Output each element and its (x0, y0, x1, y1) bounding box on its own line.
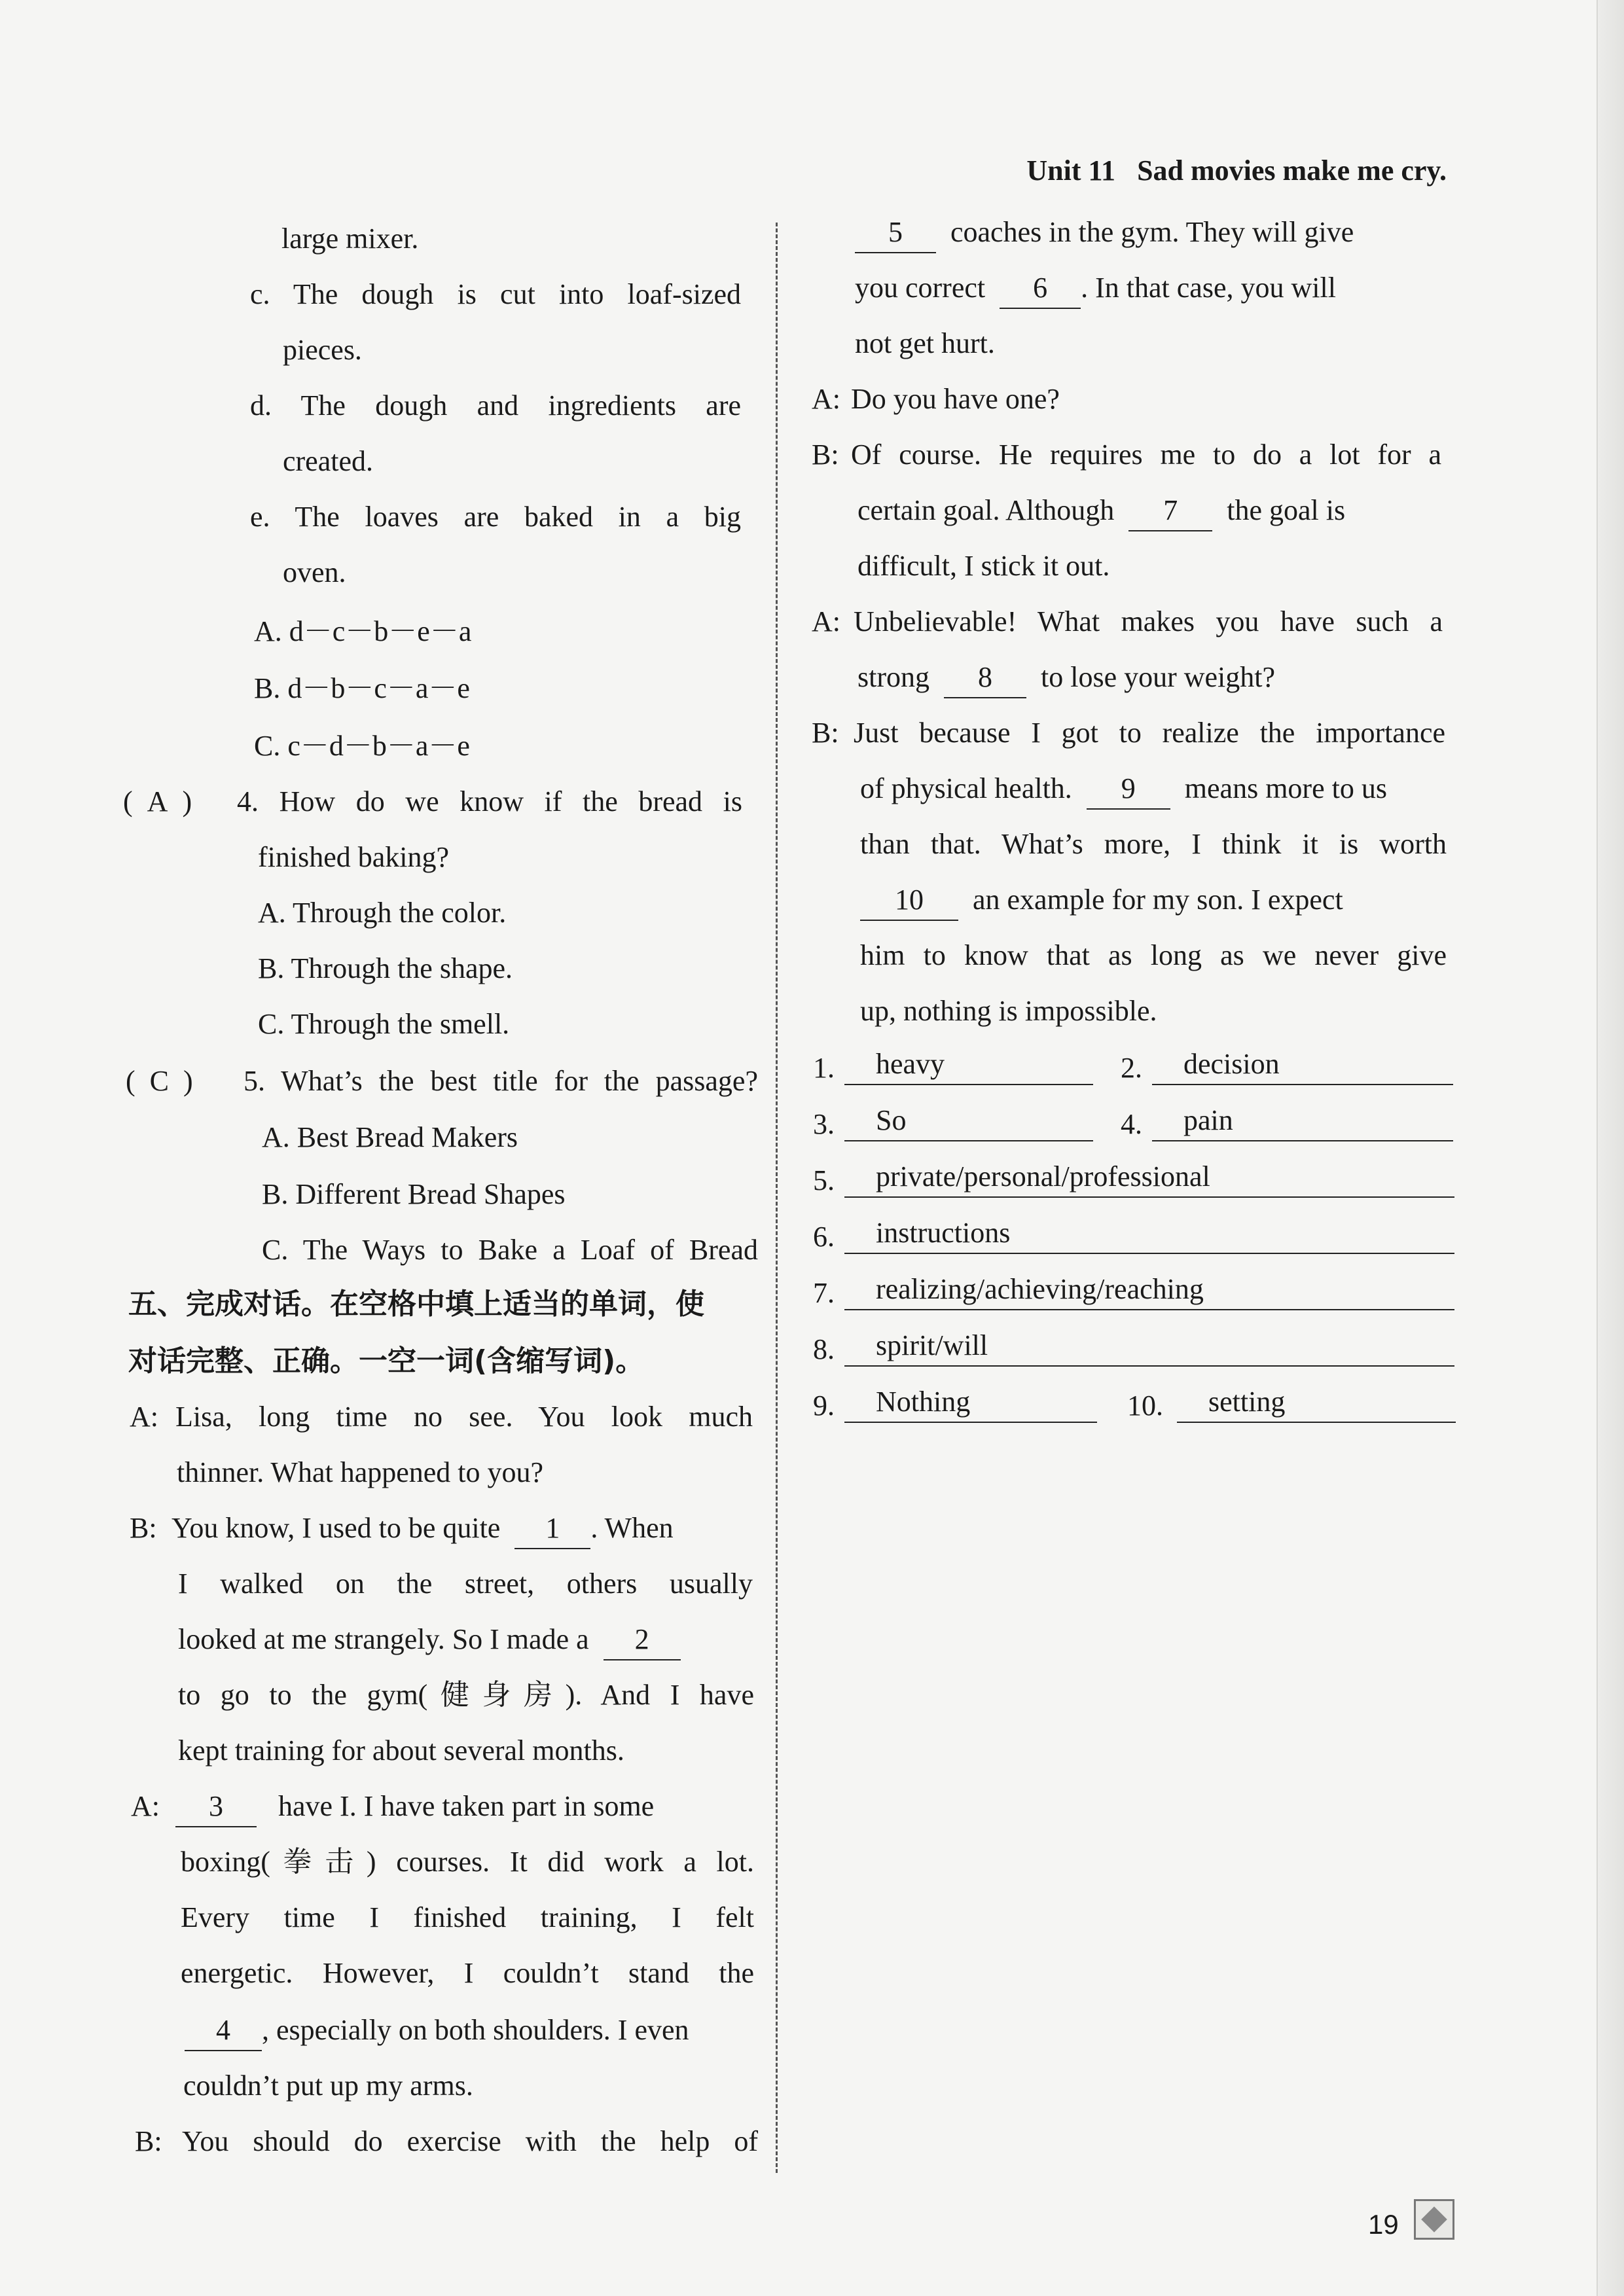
q5-option-b: B. Different Bread Shapes (262, 1178, 566, 1210)
answer-num: 7. (813, 1277, 835, 1309)
speaker-label: A: (130, 1401, 158, 1433)
dialogue-line (185, 2011, 689, 2050)
dialogue-line: Every time I finished training, I felt (181, 1901, 754, 1933)
blank-1: 1 (514, 1509, 590, 1549)
blank-7: 7 (1128, 491, 1212, 531)
dialogue-text: certain goal. Although (857, 494, 1115, 526)
blank-10: 10 (860, 880, 958, 921)
q3-option-c: C. c－d－b－a－e (254, 730, 470, 762)
blank-3: 3 (175, 1787, 257, 1827)
text-line: finished baking? (258, 841, 450, 873)
speaker-label: B: (135, 2125, 162, 2157)
answer-line: private/personal/professional (844, 1160, 1454, 1198)
answer-num: 2. (1121, 1052, 1142, 1084)
dialogue-text: the goal is (1227, 494, 1346, 526)
q3-option-b: B. d－b－c－a－e (254, 672, 470, 704)
option-d-item: d. The dough and ingredients are (250, 389, 741, 422)
option-c-item: c. The dough is cut into loaf-sized (250, 278, 741, 310)
diamond-icon (1421, 2206, 1447, 2233)
answer-num: 5. (813, 1164, 835, 1196)
dialogue-text: of physical health. (860, 772, 1072, 804)
q4-option-a: A. Through the color. (258, 897, 507, 929)
speaker-label: B: (812, 439, 839, 471)
dialogue-line (857, 658, 1275, 697)
dialogue-text: strong (857, 661, 929, 693)
answer-num: 10. (1127, 1390, 1163, 1422)
blank-5: 5 (855, 213, 936, 253)
running-header (988, 154, 1447, 187)
answer-num: 6. (813, 1221, 835, 1253)
answer-line: setting (1177, 1385, 1456, 1423)
dialogue-text: means more to us (1184, 772, 1387, 804)
dialogue-line (857, 491, 1345, 530)
dialogue-line: up, nothing is impossible. (860, 995, 1157, 1027)
column-divider (776, 223, 778, 2173)
q3-option-a: A. d－c－b－e－a (254, 615, 472, 647)
unit-number: Unit 11 (1026, 154, 1116, 187)
dialogue-line: not get hurt. (855, 327, 995, 359)
speaker-label: A: (812, 605, 840, 637)
dialogue-line (175, 1787, 754, 1826)
dialogue-line (860, 880, 1343, 920)
dialogue-text: an example for my son. I expect (973, 884, 1343, 916)
dialogue-line: couldn’t put up my arms. (183, 2070, 473, 2102)
dialogue-line: energetic. However, I couldn’t stand the (181, 1957, 754, 1989)
dialogue-line: You should do exercise with the help of (182, 2125, 758, 2157)
q4-bracket-close: ) (182, 785, 192, 817)
q4-option-b: B. Through the shape. (258, 952, 513, 984)
answer-line: decision (1152, 1047, 1453, 1085)
section-five-title-cont: 对话完整、正确。一空一词(含缩写词)。 (128, 1344, 645, 1378)
q4-option-c: C. Through the smell. (258, 1008, 510, 1040)
dialogue-line: him to know that as long as we never give (860, 939, 1447, 971)
q5-answer-bracket (126, 1062, 193, 1101)
answer-num: 3. (813, 1108, 835, 1140)
speaker-label: B: (130, 1512, 157, 1544)
answer-line: pain (1152, 1103, 1453, 1141)
dialogue-text: You know, I used to be quite (171, 1512, 501, 1544)
q5-bracket-open: ( (126, 1065, 135, 1097)
dialogue-text: , especially on both shoulders. I even (262, 2014, 689, 2046)
dialogue-text: to lose your weight? (1041, 661, 1276, 693)
dialogue-line (860, 769, 1387, 808)
dialogue-text: . In that case, you will (1081, 272, 1336, 304)
dialogue-line: difficult, I stick it out. (857, 550, 1110, 582)
dialogue-line: Just because I got to realize the importance (854, 717, 1445, 749)
speaker-label: A: (131, 1790, 160, 1822)
text-line: large mixer. (281, 223, 419, 255)
answer-line: spirit/will (844, 1329, 1454, 1367)
dialogue-line: Lisa, long time no see. You look much (175, 1401, 753, 1433)
answer-num: 4. (1121, 1108, 1142, 1140)
dialogue-line (855, 268, 1336, 308)
option-e-item: e. The loaves are baked in a big (250, 501, 741, 533)
dialogue-line: I walked on the street, others usually (178, 1568, 753, 1600)
q5-option-a: A. Best Bread Makers (262, 1121, 518, 1153)
dialogue-text: coaches in the gym. They will give (950, 216, 1354, 248)
speaker-label: A: (812, 383, 840, 415)
dialogue-line: than that. What’s more, I think it is worth (860, 828, 1447, 860)
dialogue-line: to go to the gym(健身房). And I have (178, 1679, 754, 1711)
dialogue-text: have I. I have taken part in some (278, 1790, 655, 1822)
dialogue-line (855, 213, 1437, 252)
q4-stem: 4. How do we know if the bread is (237, 785, 742, 817)
blank-4: 4 (185, 2011, 262, 2051)
q5-option-c: C. The Ways to Bake a Loaf of Bread (262, 1234, 758, 1266)
answer-num: 8. (813, 1333, 835, 1365)
answer-line: heavy (844, 1047, 1093, 1085)
q4-answer-bracket (123, 782, 192, 821)
answer-num: 1. (813, 1052, 835, 1084)
page-corner-mark (1414, 2199, 1454, 2240)
text-line: created. (283, 445, 373, 477)
answer-line: realizing/achieving/reaching (844, 1272, 1454, 1310)
q5-stem: 5. What’s the best title for the passage? (244, 1065, 758, 1097)
answer-line: So (844, 1103, 1093, 1141)
unit-title: Sad movies make me cry. (1137, 154, 1447, 187)
speaker-label: B: (812, 717, 839, 749)
q5-answer: C (149, 1065, 170, 1097)
blank-6: 6 (1000, 268, 1081, 309)
dialogue-line: boxing(拳击) courses. It did work a lot. (181, 1846, 754, 1878)
dialogue-text: looked at me strangely. So I made a (178, 1623, 589, 1655)
page-number: 19 (1368, 2209, 1399, 2240)
answer-line: instructions (844, 1216, 1454, 1254)
dialogue-text: you correct (855, 272, 986, 304)
answer-num: 9. (813, 1390, 835, 1422)
page-edge (1597, 0, 1624, 2296)
dialogue-line: Unbelievable! What makes you have such a (854, 605, 1443, 637)
blank-8: 8 (944, 658, 1026, 698)
answer-line: Nothing (844, 1385, 1097, 1423)
text-line: oven. (283, 556, 346, 588)
dialogue-line: Do you have one? (851, 383, 1060, 415)
q4-answer: A (147, 785, 168, 817)
dialogue-line: kept training for about several months. (178, 1734, 624, 1767)
dialogue-line (178, 1620, 681, 1659)
dialogue-text: . When (590, 1512, 674, 1544)
q4-bracket-open: ( (123, 785, 133, 817)
section-five-title: 五、完成对话。在空格中填上适当的单词，使 (128, 1287, 704, 1321)
text-line: pieces. (283, 334, 362, 366)
dialogue-line: thinner. What happened to you? (177, 1456, 544, 1488)
dialogue-line: Of course. He requires me to do a lot for a (851, 439, 1441, 471)
blank-2: 2 (604, 1620, 681, 1660)
q5-bracket-close: ) (183, 1065, 193, 1097)
blank-9: 9 (1087, 769, 1170, 810)
dialogue-line (171, 1509, 674, 1548)
